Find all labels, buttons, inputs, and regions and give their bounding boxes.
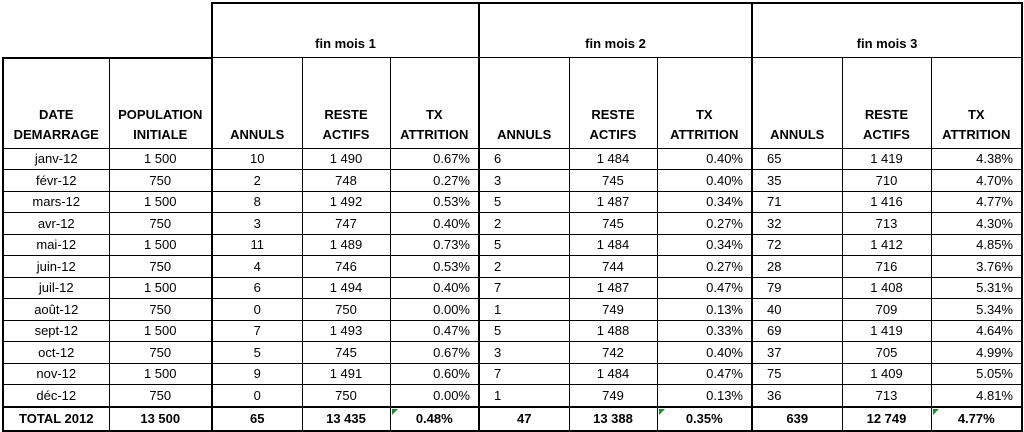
cell-annuls-m1[interactable]: 3	[212, 213, 302, 235]
cell-annuls-m3[interactable]: 35	[752, 170, 842, 192]
table-row	[3, 213, 1022, 235]
cell-reste-actifs-m1[interactable]: 750	[302, 385, 390, 407]
cell-reste-actifs-m3[interactable]: 1 409	[842, 363, 931, 385]
cell-tx-attrition-m1[interactable]: 0.73%	[390, 234, 479, 256]
cell-tx-attrition-m1[interactable]: 0.40%	[390, 213, 479, 235]
cell-reste-actifs-m3[interactable]: 709	[842, 299, 931, 321]
header-tx-line-1: TX	[425, 106, 443, 122]
cell-reste-actifs-m3[interactable]: 1 412	[842, 234, 931, 256]
cell-tx-attrition-m2[interactable]: 0.34%	[657, 191, 752, 213]
cell-reste-actifs-m1[interactable]: 750	[302, 299, 390, 321]
cell-population-initiale[interactable]: 1 500	[109, 277, 212, 299]
cell-reste-actifs-m3[interactable]: 1 416	[842, 191, 931, 213]
cell-date-demarrage[interactable]: janv-12	[3, 148, 109, 170]
cell-reste-actifs-m3[interactable]: 716	[842, 256, 931, 278]
cell-annuls-m2[interactable]: 5	[479, 234, 569, 256]
header-tx-attrition-m2	[657, 58, 752, 149]
cell-tx-attrition-m3[interactable]: 5.05%	[931, 363, 1022, 385]
attrition-table	[2, 2, 1023, 432]
cell-population-initiale[interactable]: 750	[109, 170, 212, 192]
header-date-line-1: DATE	[39, 106, 74, 122]
cell-date-demarrage[interactable]: août-12	[3, 299, 109, 321]
cell-population-initiale[interactable]: 750	[109, 342, 212, 364]
cell-tx-attrition-m1[interactable]: 0.53%	[390, 256, 479, 278]
header-tx-line-1: TX	[967, 106, 985, 122]
table-body	[3, 148, 1022, 431]
cell-date-demarrage[interactable]: mai-12	[3, 234, 109, 256]
group-header-month-3: fin mois 3	[752, 3, 1022, 58]
cell-annuls-m3[interactable]: 36	[752, 385, 842, 407]
cell-annuls-m1[interactable]: 0	[212, 385, 302, 407]
header-tx-attrition-m3	[931, 58, 1022, 149]
cell-tx-attrition-m3[interactable]: 5.34%	[931, 299, 1022, 321]
cell-annuls-m3[interactable]: 72	[752, 234, 842, 256]
header-population-line-2: INITIALE	[133, 126, 188, 142]
cell-tx-attrition-m3[interactable]: 4.81%	[931, 385, 1022, 407]
cell-date-demarrage[interactable]: nov-12	[3, 363, 109, 385]
cell-reste-actifs-m2[interactable]: 13 388	[569, 407, 657, 431]
cell-tx-attrition-m3[interactable]: 4.30%	[931, 213, 1022, 235]
cell-annuls-m1[interactable]: 65	[212, 407, 302, 431]
cell-tx-attrition-m2[interactable]: 0.40%	[657, 148, 752, 170]
error-indicator-icon	[392, 409, 398, 415]
cell-reste-actifs-m3[interactable]: 1 408	[842, 277, 931, 299]
cell-date-demarrage[interactable]: sept-12	[3, 320, 109, 342]
cell-date-demarrage[interactable]: TOTAL 2012	[3, 407, 109, 431]
table-row	[3, 148, 1022, 170]
cell-annuls-m1[interactable]: 5	[212, 342, 302, 364]
cell-reste-actifs-m2[interactable]: 745	[569, 213, 657, 235]
cell-population-initiale[interactable]: 1 500	[109, 320, 212, 342]
cell-tx-attrition-m1[interactable]: 0.67%	[390, 148, 479, 170]
cell-population-initiale[interactable]: 750	[109, 385, 212, 407]
cell-reste-actifs-m2[interactable]: 749	[569, 299, 657, 321]
cell-population-initiale[interactable]: 1 500	[109, 234, 212, 256]
cell-annuls-m3[interactable]: 40	[752, 299, 842, 321]
cell-reste-actifs-m2[interactable]: 1 484	[569, 148, 657, 170]
cell-reste-actifs-m3[interactable]: 713	[842, 213, 931, 235]
table-row	[3, 191, 1022, 213]
table-row	[3, 320, 1022, 342]
cell-annuls-m1[interactable]: 2	[212, 170, 302, 192]
table-row	[3, 170, 1022, 192]
error-indicator-icon	[933, 409, 939, 415]
cell-reste-actifs-m2[interactable]: 1 487	[569, 191, 657, 213]
header-reste-line-2: ACTIFS	[863, 126, 910, 142]
cell-date-demarrage[interactable]: juil-12	[3, 277, 109, 299]
cell-annuls-m2[interactable]: 47	[479, 407, 569, 431]
cell-reste-actifs-m3[interactable]: 1 419	[842, 148, 931, 170]
table-row	[3, 299, 1022, 321]
cell-tx-attrition-m1[interactable]: 0.47%	[390, 320, 479, 342]
cell-tx-attrition-m3[interactable]: 5.31%	[931, 277, 1022, 299]
cell-population-initiale[interactable]: 13 500	[109, 407, 212, 431]
header-tx-line-2: ATTRITION	[670, 126, 739, 142]
cell-reste-actifs-m2[interactable]: 742	[569, 342, 657, 364]
cell-tx-attrition-m2[interactable]: 0.47%	[657, 363, 752, 385]
header-population-initiale	[109, 58, 212, 149]
cell-tx-attrition-m3[interactable]: 4.77%	[931, 191, 1022, 213]
cell-annuls-m2[interactable]: 1	[479, 299, 569, 321]
cell-tx-attrition-m2[interactable]: 0.13%	[657, 299, 752, 321]
cell-annuls-m2[interactable]: 1	[479, 385, 569, 407]
cell-annuls-m2[interactable]: 6	[479, 148, 569, 170]
cell-reste-actifs-m1[interactable]: 745	[302, 342, 390, 364]
header-tx-attrition-m1	[390, 58, 479, 149]
empty-corner-cell	[3, 3, 212, 58]
cell-reste-actifs-m1[interactable]: 1 493	[302, 320, 390, 342]
cell-reste-actifs-m2[interactable]: 1 487	[569, 277, 657, 299]
cell-tx-attrition-m3[interactable]: 4.99%	[931, 342, 1022, 364]
cell-reste-actifs-m3[interactable]: 713	[842, 385, 931, 407]
cell-tx-attrition-m1[interactable]: 0.48%	[390, 407, 479, 431]
cell-tx-attrition-m3[interactable]: 4.70%	[931, 170, 1022, 192]
cell-reste-actifs-m1[interactable]: 748	[302, 170, 390, 192]
group-header-row	[3, 3, 1022, 58]
header-reste-line-1: RESTE	[591, 106, 635, 122]
cell-reste-actifs-m1[interactable]: 13 435	[302, 407, 390, 431]
cell-reste-actifs-m1[interactable]: 1 494	[302, 277, 390, 299]
cell-tx-attrition-m1[interactable]: 0.00%	[390, 299, 479, 321]
cell-annuls-m1[interactable]: 10	[212, 148, 302, 170]
cell-tx-attrition-m3[interactable]: 4.38%	[931, 148, 1022, 170]
cell-date-demarrage[interactable]: déc-12	[3, 385, 109, 407]
cell-population-initiale[interactable]: 750	[109, 213, 212, 235]
cell-annuls-m2[interactable]: 5	[479, 320, 569, 342]
cell-reste-actifs-m1[interactable]: 1 492	[302, 191, 390, 213]
header-date-line-2: DEMARRAGE	[13, 126, 99, 142]
cell-reste-actifs-m1[interactable]: 746	[302, 256, 390, 278]
total-row	[3, 407, 1022, 431]
cell-annuls-m1[interactable]: 0	[212, 299, 302, 321]
cell-annuls-m1[interactable]: 4	[212, 256, 302, 278]
cell-annuls-m2[interactable]: 2	[479, 213, 569, 235]
header-reste-line-1: RESTE	[324, 106, 368, 122]
cell-tx-attrition-m2[interactable]: 0.33%	[657, 320, 752, 342]
header-reste-actifs-m3	[842, 58, 931, 149]
cell-reste-actifs-m1[interactable]: 1 491	[302, 363, 390, 385]
table-row	[3, 256, 1022, 278]
cell-reste-actifs-m1[interactable]: 1 489	[302, 234, 390, 256]
table-row	[3, 234, 1022, 256]
cell-tx-attrition-m1[interactable]: 0.53%	[390, 191, 479, 213]
cell-tx-attrition-m1[interactable]: 0.00%	[390, 385, 479, 407]
cell-reste-actifs-m3[interactable]: 710	[842, 170, 931, 192]
cell-reste-actifs-m3[interactable]: 705	[842, 342, 931, 364]
cell-tx-attrition-m2[interactable]: 0.35%	[657, 407, 752, 431]
cell-date-demarrage[interactable]: oct-12	[3, 342, 109, 364]
header-reste-line-2: ACTIFS	[322, 126, 370, 142]
cell-tx-attrition-m2[interactable]: 0.27%	[657, 213, 752, 235]
cell-date-demarrage[interactable]: avr-12	[3, 213, 109, 235]
header-reste-actifs-m1	[302, 58, 390, 149]
header-tx-line-1: TX	[695, 106, 713, 122]
cell-tx-attrition-m1[interactable]: 0.40%	[390, 277, 479, 299]
cell-annuls-m3[interactable]: 69	[752, 320, 842, 342]
header-annuls-m2: ANNULS	[479, 58, 569, 149]
cell-date-demarrage[interactable]: juin-12	[3, 256, 109, 278]
table-row	[3, 342, 1022, 364]
header-date-demarrage	[3, 58, 109, 149]
cell-reste-actifs-m2[interactable]: 1 484	[569, 363, 657, 385]
cell-date-demarrage[interactable]: févr-12	[3, 170, 109, 192]
header-population-line-1: POPULATION	[118, 106, 203, 122]
error-indicator-icon	[659, 409, 665, 415]
cell-annuls-m3[interactable]: 79	[752, 277, 842, 299]
cell-population-initiale[interactable]: 1 500	[109, 363, 212, 385]
group-header-month-1: fin mois 1	[212, 3, 479, 58]
header-annuls-m3: ANNULS	[752, 58, 842, 149]
cell-reste-actifs-m2[interactable]: 1 484	[569, 234, 657, 256]
cell-annuls-m3[interactable]: 639	[752, 407, 842, 431]
cell-reste-actifs-m2[interactable]: 744	[569, 256, 657, 278]
cell-tx-attrition-m2[interactable]: 0.40%	[657, 342, 752, 364]
cell-reste-actifs-m1[interactable]: 747	[302, 213, 390, 235]
cell-population-initiale[interactable]: 1 500	[109, 148, 212, 170]
header-reste-line-1: RESTE	[864, 106, 909, 122]
cell-annuls-m2[interactable]: 2	[479, 256, 569, 278]
header-tx-line-2: ATTRITION	[400, 126, 469, 142]
group-header-month-2: fin mois 2	[479, 3, 752, 58]
cell-tx-attrition-m2[interactable]: 0.27%	[657, 256, 752, 278]
cell-annuls-m1[interactable]: 11	[212, 234, 302, 256]
table-row	[3, 385, 1022, 407]
cell-tx-attrition-m3[interactable]: 3.76%	[931, 256, 1022, 278]
cell-reste-actifs-m2[interactable]: 745	[569, 170, 657, 192]
cell-population-initiale[interactable]: 1 500	[109, 191, 212, 213]
cell-annuls-m2[interactable]: 7	[479, 363, 569, 385]
cell-annuls-m1[interactable]: 9	[212, 363, 302, 385]
cell-tx-attrition-m1[interactable]: 0.67%	[390, 342, 479, 364]
cell-annuls-m1[interactable]: 6	[212, 277, 302, 299]
cell-tx-attrition-m1[interactable]: 0.27%	[390, 170, 479, 192]
cell-annuls-m3[interactable]: 37	[752, 342, 842, 364]
cell-reste-actifs-m1[interactable]: 1 490	[302, 148, 390, 170]
cell-annuls-m2[interactable]: 5	[479, 191, 569, 213]
cell-tx-attrition-m2[interactable]: 0.34%	[657, 234, 752, 256]
cell-annuls-m3[interactable]: 32	[752, 213, 842, 235]
cell-tx-attrition-m1[interactable]: 0.60%	[390, 363, 479, 385]
cell-annuls-m3[interactable]: 75	[752, 363, 842, 385]
cell-tx-attrition-m2[interactable]: 0.13%	[657, 385, 752, 407]
cell-annuls-m3[interactable]: 65	[752, 148, 842, 170]
cell-tx-attrition-m2[interactable]: 0.47%	[657, 277, 752, 299]
cell-annuls-m2[interactable]: 3	[479, 170, 569, 192]
cell-population-initiale[interactable]: 750	[109, 299, 212, 321]
cell-annuls-m2[interactable]: 3	[479, 342, 569, 364]
cell-annuls-m2[interactable]: 7	[479, 277, 569, 299]
cell-reste-actifs-m3[interactable]: 12 749	[842, 407, 931, 431]
header-annuls-m1: ANNULS	[212, 58, 302, 149]
table-row	[3, 363, 1022, 385]
cell-tx-attrition-m3[interactable]: 4.85%	[931, 234, 1022, 256]
cell-population-initiale[interactable]: 750	[109, 256, 212, 278]
cell-annuls-m1[interactable]: 7	[212, 320, 302, 342]
header-reste-actifs-m2	[569, 58, 657, 149]
cell-tx-attrition-m2[interactable]: 0.40%	[657, 170, 752, 192]
table-row	[3, 277, 1022, 299]
cell-reste-actifs-m2[interactable]: 1 488	[569, 320, 657, 342]
cell-annuls-m3[interactable]: 28	[752, 256, 842, 278]
header-tx-line-2: ATTRITION	[942, 126, 1011, 142]
cell-reste-actifs-m2[interactable]: 749	[569, 385, 657, 407]
cell-annuls-m1[interactable]: 8	[212, 191, 302, 213]
cell-tx-attrition-m3[interactable]: 4.64%	[931, 320, 1022, 342]
cell-reste-actifs-m3[interactable]: 1 419	[842, 320, 931, 342]
cell-annuls-m3[interactable]: 71	[752, 191, 842, 213]
header-reste-line-2: ACTIFS	[589, 126, 637, 142]
cell-date-demarrage[interactable]: mars-12	[3, 191, 109, 213]
column-header-row	[3, 58, 1022, 149]
cell-tx-attrition-m3[interactable]: 4.77%	[931, 407, 1022, 431]
